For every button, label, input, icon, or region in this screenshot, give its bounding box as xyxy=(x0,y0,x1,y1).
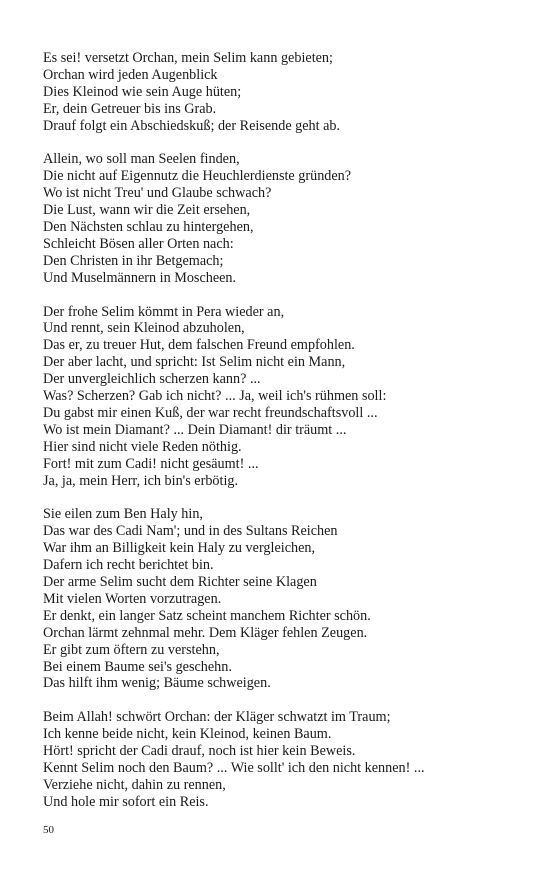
verse-line: Beim Allah! schwört Orchan: der Kläger schwatzt im Traum; xyxy=(43,709,391,726)
verse-line: Dies Kleinod wie sein Auge hüten; xyxy=(43,83,242,100)
verse-line: Kennt Selim noch den Baum? ... Wie sollt' ich den nicht kennen! ... xyxy=(43,760,425,776)
verse-line: Und rennt, sein Kleinod abzuholen, xyxy=(43,320,245,337)
verse-line: Was? Scherzen? Gab ich nicht? ... Ja, weil ich's rühmen soll: xyxy=(43,388,387,405)
verse-line: Und hole mir sofort ein Reis. xyxy=(43,793,209,810)
verse-line: Das hilft ihm wenig; Bäume schweigen. xyxy=(43,675,271,692)
verse-line: Der aber lacht, und spricht: Ist Selim nicht ein Mann, xyxy=(43,354,346,371)
verse-line: Sie eilen zum Ben Haly hin, xyxy=(43,506,203,523)
stanza xyxy=(43,304,523,490)
verse-line: Es sei! versetzt Orchan, mein Selim kann gebieten; xyxy=(43,50,333,66)
verse-line: Er, dein Getreuer bis ins Grab. xyxy=(43,100,217,117)
verse-line: Das war des Cadi Nam'; und in des Sultans Reichen xyxy=(43,523,338,540)
verse-line: Orchan wird jeden Augenblick xyxy=(43,66,218,83)
verse-line: Den Nächsten schlau zu hintergehen, xyxy=(43,219,254,236)
verse-line: Ich kenne beide nicht, kein Kleinod, keinen Baum. xyxy=(43,726,332,743)
verse-line: Schleicht Bösen aller Orten nach: xyxy=(43,235,234,252)
verse-line: Der unvergleichlich scherzen kann? ... xyxy=(43,371,261,388)
verse-line: Das er, zu treuer Hut, dem falschen Freund empfohlen. xyxy=(43,337,355,354)
verse-line: Er gibt zum öftern zu verstehn, xyxy=(43,641,220,658)
verse-line: Der arme Selim sucht dem Richter seine Klagen xyxy=(43,574,317,591)
poem-text xyxy=(43,50,523,828)
stanza xyxy=(43,151,523,286)
verse-line: Drauf folgt ein Abschiedskuß; der Reisende geht ab. xyxy=(43,117,341,134)
page-number: 50 xyxy=(43,824,54,836)
verse-line: Fort! mit zum Cadi! nicht gesäumt! ... xyxy=(43,455,259,472)
verse-line: Und Muselmännern in Moscheen. xyxy=(43,269,237,286)
verse-line: Verziehe nicht, dahin zu rennen, xyxy=(43,776,226,793)
verse-line: Orchan lärmt zehnmal mehr. Dem Kläger fehlen Zeugen. xyxy=(43,624,368,641)
verse-line: Hier sind nicht viele Reden nöthig. xyxy=(43,438,242,455)
verse-line: Dafern ich recht berichtet bin. xyxy=(43,557,214,574)
verse-line: Die nicht auf Eigennutz die Heuchlerdienste gründen? xyxy=(43,168,352,185)
stanza xyxy=(43,506,523,692)
verse-line: Wo ist mein Diamant? ... Dein Diamant! dir träumt ... xyxy=(43,421,347,438)
verse-line: Er denkt, ein langer Satz scheint manchem Richter schön. xyxy=(43,607,371,624)
verse-line: Wo ist nicht Treu' und Glaube schwach? xyxy=(43,185,272,202)
verse-line: Mit vielen Worten vorzutragen. xyxy=(43,590,222,607)
verse-line: Hört! spricht der Cadi drauf, noch ist hier kein Beweis. xyxy=(43,743,356,760)
verse-line: Der frohe Selim kömmt in Pera wieder an, xyxy=(43,303,285,320)
stanza xyxy=(43,50,523,135)
verse-line: Bei einem Baume sei's geschehn. xyxy=(43,658,232,675)
verse-line: Den Christen in ihr Betgemach; xyxy=(43,252,224,269)
verse-line: Die Lust, wann wir die Zeit ersehen, xyxy=(43,202,251,219)
verse-line: Ja, ja, mein Herr, ich bin's erbötig. xyxy=(43,472,239,489)
verse-line: Du gabst mir einen Kuß, der war recht freundschaftsvoll ... xyxy=(43,405,378,421)
verse-line: Allein, wo soll man Seelen finden, xyxy=(43,151,240,168)
stanza xyxy=(43,709,523,810)
verse-line: War ihm an Billigkeit kein Haly zu vergleichen, xyxy=(43,540,316,557)
